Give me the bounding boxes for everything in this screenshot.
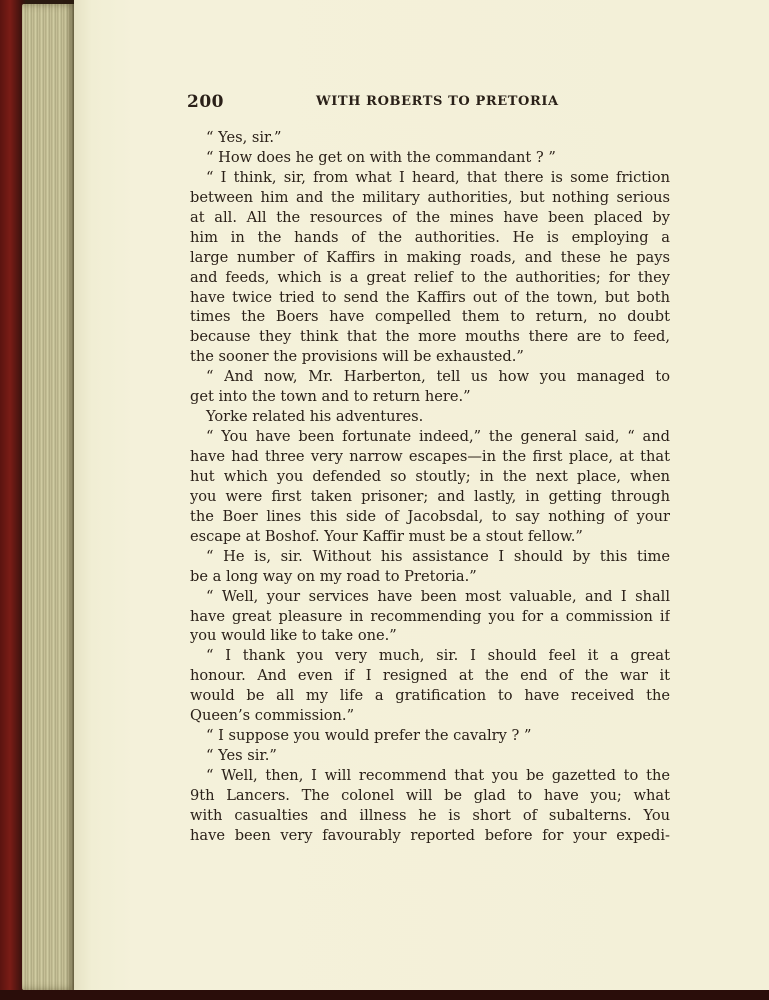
bottom-shadow — [0, 990, 769, 1000]
text-line: have twice tried to send the Kaffirs out of the town, but both — [190, 288, 670, 306]
book-page — [74, 0, 769, 992]
text-line: and feeds, which is a great relief to the authorities; for they — [190, 268, 670, 286]
text-line: large number of Kaffirs in making roads, and these he pays — [190, 248, 670, 266]
text-line: honour. And even if I resigned at the end of the war it — [190, 667, 670, 685]
text-line: “ I suppose you would prefer the cavalry ? ” — [206, 727, 532, 745]
text-line: have been very favourably reported before for your expedi- — [190, 826, 670, 844]
text-line: “ Yes sir.” — [206, 747, 277, 765]
page-edges — [22, 4, 78, 990]
text-line: Yorke related his adventures. — [206, 408, 424, 426]
text-line: you would like to take one.” — [190, 627, 397, 645]
text-line: “ You have been fortunate indeed,” the general said, “ and — [206, 428, 670, 446]
text-line: the Boer lines this side of Jacobsdal, to say nothing of your — [190, 507, 670, 525]
text-line: be a long way on my road to Pretoria.” — [190, 567, 477, 585]
running-head: WITH ROBERTS TO PRETORIA — [316, 94, 559, 109]
text-line: him in the hands of the authorities. He is employing a — [190, 228, 670, 246]
text-line: have great pleasure in recommending you for a commission if — [190, 607, 670, 625]
text-line: “ Well, your services have been most valuable, and I shall — [206, 587, 670, 605]
text-line: “ And now, Mr. Harberton, tell us how you managed to — [206, 368, 670, 386]
text-line: “ Well, then, I will recommend that you be gazetted to the — [206, 767, 670, 784]
text-line: have had three very narrow escapes—in the first place, at that — [190, 448, 670, 465]
text-line: “ He is, sir. Without his assistance I should by this time — [206, 547, 670, 565]
page-header — [74, 92, 769, 116]
text-line: escape at Boshof. Your Kaffir must be a stout fellow.” — [190, 527, 583, 545]
text-line: between him and the military authorities, but nothing serious — [190, 188, 670, 206]
page-number: 200 — [187, 92, 224, 112]
text-line: at all. All the resources of the mines have been placed by — [190, 208, 670, 226]
text-line: “ How does he get on with the commandant ? ” — [206, 148, 556, 166]
text-line: hut which you defended so stoutly; in the next place, when — [190, 467, 670, 485]
text-line: would be all my life a gratification to have received the — [190, 687, 670, 705]
text-line: get into the town and to return here.” — [190, 388, 471, 406]
text-line: the sooner the provisions will be exhausted.” — [190, 348, 524, 366]
text-line: with casualties and illness he is short of subalterns. You — [190, 806, 670, 824]
text-line: “ I think, sir, from what I heard, that there is some friction — [206, 168, 670, 186]
text-line: Queen’s commission.” — [190, 707, 355, 725]
text-line: because they think that the more mouths there are to feed, — [190, 328, 670, 346]
text-line: times the Boers have compelled them to return, no doubt — [190, 308, 670, 326]
text-line: “ I thank you very much, sir. I should feel it a great — [206, 647, 670, 665]
text-line: “ Yes, sir.” — [206, 129, 282, 146]
text-line: 9th Lancers. The colonel will be glad to have you; what — [190, 786, 670, 804]
text-line: you were first taken prisoner; and lastly, in getting through — [190, 487, 670, 505]
body-text — [190, 128, 670, 846]
